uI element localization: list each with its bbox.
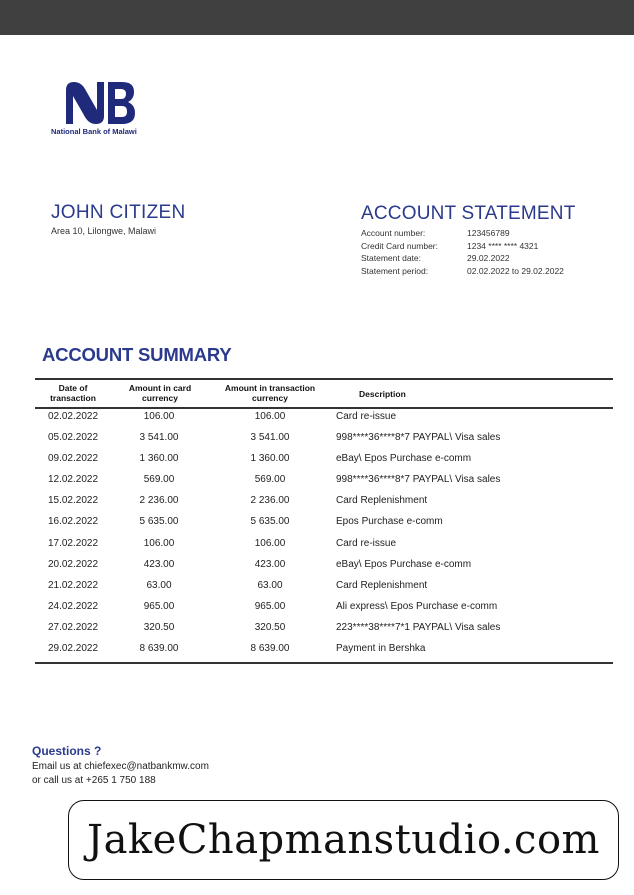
top-bar bbox=[0, 0, 634, 35]
cell-transaction-amount: 1 360.00 bbox=[250, 453, 290, 465]
customer-address: Area 10, Lilongwe, Malawi bbox=[51, 226, 157, 236]
cell-transaction-amount: 5 635.00 bbox=[250, 516, 290, 528]
column-header-date: Date of transaction bbox=[50, 383, 96, 403]
cell-description: Card re-issue bbox=[336, 411, 397, 422]
statement-field-label: Account number: bbox=[361, 228, 426, 238]
cell-card-amount: 8 639.00 bbox=[139, 643, 179, 655]
cell-description: eBay\ Epos Purchase e-comm bbox=[336, 453, 472, 465]
cell-description: 223****38****7*1 PAYPAL\ Visa sales bbox=[336, 621, 501, 633]
cell-description: Payment in Bershka bbox=[336, 643, 426, 655]
customer-name: JOHN CITIZEN bbox=[51, 202, 186, 223]
statement-field-value: 1234 **** **** 4321 bbox=[467, 240, 539, 251]
contact-phone: or call us at +265 1 750 188 bbox=[32, 775, 156, 786]
cell-transaction-amount: 2 236.00 bbox=[250, 495, 290, 507]
cell-transaction-amount: 106.00 bbox=[254, 537, 286, 549]
cell-card-amount: 2 236.00 bbox=[139, 495, 179, 507]
cell-date: 05.02.2022 bbox=[47, 432, 99, 444]
cell-card-amount: 965.00 bbox=[143, 600, 175, 612]
cell-transaction-amount: 569.00 bbox=[254, 474, 286, 486]
cell-transaction-amount: 8 639.00 bbox=[250, 643, 290, 655]
cell-card-amount: 106.00 bbox=[143, 537, 175, 549]
table-row bbox=[35, 493, 613, 514]
cell-transaction-amount: 3 541.00 bbox=[250, 432, 290, 444]
column-header-card-amount: Amount in card currency bbox=[128, 383, 192, 403]
questions-title: Questions ? bbox=[32, 744, 102, 758]
table-row bbox=[35, 472, 613, 493]
cell-card-amount: 320.50 bbox=[143, 621, 175, 633]
table-row bbox=[35, 599, 613, 620]
cell-date: 20.02.2022 bbox=[47, 558, 99, 570]
cell-transaction-amount: 63.00 bbox=[257, 579, 283, 591]
cell-card-amount: 63.00 bbox=[146, 579, 172, 591]
cell-date: 21.02.2022 bbox=[47, 579, 99, 591]
cell-description: Ali express\ Epos Purchase e-comm bbox=[336, 600, 498, 612]
cell-date: 16.02.2022 bbox=[47, 516, 99, 528]
cell-date: 09.02.2022 bbox=[47, 453, 99, 465]
cell-date: 29.02.2022 bbox=[47, 643, 99, 655]
cell-description: Card re-issue bbox=[336, 537, 397, 549]
cell-date: 17.02.2022 bbox=[47, 537, 99, 549]
table-row bbox=[35, 409, 613, 430]
table-row bbox=[35, 514, 613, 535]
cell-transaction-amount: 423.00 bbox=[254, 558, 286, 570]
table-bottom-rule bbox=[35, 662, 613, 664]
cell-description: Epos Purchase e-comm bbox=[336, 516, 443, 528]
cell-date: 02.02.2022 bbox=[47, 411, 99, 422]
statement-field-label: Credit Card number: bbox=[361, 240, 439, 251]
cell-transaction-amount: 965.00 bbox=[254, 600, 286, 612]
cell-transaction-amount: 106.00 bbox=[254, 411, 286, 422]
table-row bbox=[35, 557, 613, 578]
cell-card-amount: 106.00 bbox=[143, 411, 175, 422]
bank-name: National Bank of Malawi bbox=[51, 127, 137, 136]
statement-field-value: 02.02.2022 to 29.02.2022 bbox=[467, 265, 564, 276]
statement-field-value: 123456789 bbox=[467, 228, 510, 238]
table-row bbox=[35, 578, 613, 599]
cell-transaction-amount: 320.50 bbox=[254, 621, 286, 633]
cell-date: 15.02.2022 bbox=[47, 495, 99, 507]
table-row bbox=[35, 430, 613, 451]
cell-description: Card Replenishment bbox=[336, 495, 428, 507]
column-header-description: Description bbox=[359, 389, 406, 399]
statement-field-label: Statement date: bbox=[361, 253, 422, 263]
table-top-rule bbox=[35, 378, 613, 380]
cell-card-amount: 5 635.00 bbox=[139, 516, 179, 528]
cell-date: 24.02.2022 bbox=[47, 600, 99, 612]
cell-date: 27.02.2022 bbox=[47, 621, 99, 633]
watermark: JakeChapmanstudio.com bbox=[68, 800, 619, 880]
nbm-logo-icon bbox=[64, 80, 136, 126]
cell-description: eBay\ Epos Purchase e-comm bbox=[336, 558, 472, 570]
cell-card-amount: 569.00 bbox=[143, 474, 175, 486]
column-header-transaction-amount: Amount in transaction currency bbox=[224, 383, 316, 403]
table-row bbox=[35, 536, 613, 557]
statement-title: ACCOUNT STATEMENT bbox=[361, 203, 576, 224]
table-row bbox=[35, 641, 613, 662]
statement-field-label: Statement period: bbox=[361, 265, 429, 276]
cell-description: Card Replenishment bbox=[336, 579, 428, 591]
contact-email: Email us at chiefexec@natbankmw.com bbox=[32, 761, 209, 772]
cell-description: 998****36****8*7 PAYPAL\ Visa sales bbox=[336, 432, 501, 444]
table-row bbox=[35, 451, 613, 472]
transaction-table-body bbox=[35, 409, 613, 662]
statement-field-value: 29.02.2022 bbox=[467, 253, 510, 263]
cell-card-amount: 3 541.00 bbox=[139, 432, 179, 444]
table-row bbox=[35, 620, 613, 641]
bank-logo bbox=[50, 80, 160, 138]
cell-card-amount: 1 360.00 bbox=[139, 453, 179, 465]
summary-title: ACCOUNT SUMMARY bbox=[42, 344, 232, 365]
cell-description: 998****36****8*7 PAYPAL\ Visa sales bbox=[336, 474, 501, 486]
cell-date: 12.02.2022 bbox=[47, 474, 99, 486]
cell-card-amount: 423.00 bbox=[143, 558, 175, 570]
